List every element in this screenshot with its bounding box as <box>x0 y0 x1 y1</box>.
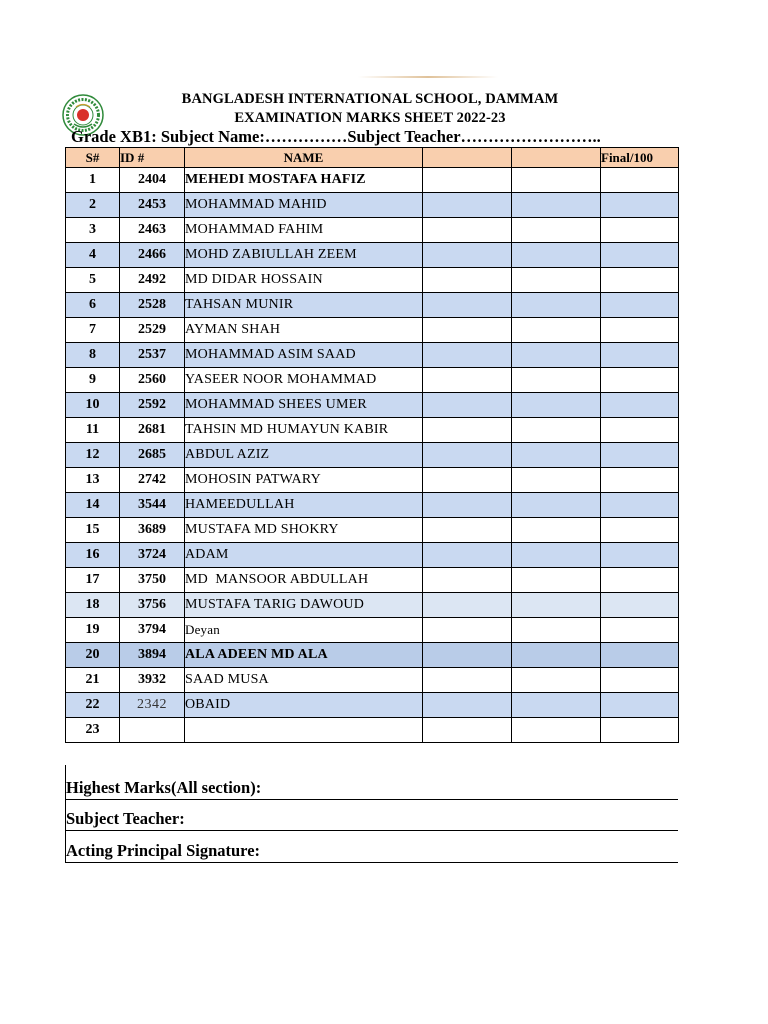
row-id: 2537 <box>120 343 185 368</box>
row-sn: 8 <box>66 343 120 368</box>
table-row <box>66 493 679 518</box>
row-sn: 23 <box>66 718 120 743</box>
row-sn: 18 <box>66 593 120 618</box>
sheet-title: EXAMINATION MARKS SHEET 2022-23 <box>234 110 506 126</box>
row-name: MUSTAFA TARIG DAWOUD <box>185 593 423 618</box>
row-final-cell[interactable] <box>601 568 679 593</box>
row-id: 3724 <box>120 543 185 568</box>
row-sn: 3 <box>66 218 120 243</box>
table-row <box>66 618 679 643</box>
table-row <box>66 643 679 668</box>
row-marks-cell[interactable] <box>423 518 512 543</box>
row-marks-cell[interactable] <box>423 618 512 643</box>
row-id: 2681 <box>120 418 185 443</box>
table-row <box>66 668 679 693</box>
table-row <box>66 568 679 593</box>
row-marks-cell[interactable] <box>423 343 512 368</box>
row-name: Deyan <box>185 618 423 643</box>
row-id: 2466 <box>120 243 185 268</box>
row-marks-cell[interactable] <box>423 293 512 318</box>
row-id: 3894 <box>120 643 185 668</box>
row-final-cell[interactable] <box>601 293 679 318</box>
row-id: 3932 <box>120 668 185 693</box>
row-id: 3689 <box>120 518 185 543</box>
row-marks-cell[interactable] <box>512 443 601 468</box>
row-marks-cell[interactable] <box>512 368 601 393</box>
row-marks-cell[interactable] <box>512 268 601 293</box>
row-id: 2528 <box>120 293 185 318</box>
row-marks-cell[interactable] <box>512 318 601 343</box>
row-name: MOHAMMAD ASIM SAAD <box>185 343 423 368</box>
row-name: ALA ADEEN MD ALA <box>185 643 423 668</box>
column-header-id: ID # <box>120 148 185 168</box>
row-id: 2342 <box>120 693 185 718</box>
row-final-cell[interactable] <box>601 668 679 693</box>
table-row <box>66 393 679 418</box>
row-name: MOHAMMAD FAHIM <box>185 218 423 243</box>
row-sn: 15 <box>66 518 120 543</box>
row-marks-cell[interactable] <box>512 293 601 318</box>
table-row <box>66 418 679 443</box>
row-final-cell[interactable] <box>601 393 679 418</box>
row-final-cell[interactable] <box>601 518 679 543</box>
row-name: MD DIDAR HOSSAIN <box>185 268 423 293</box>
row-final-cell[interactable] <box>601 268 679 293</box>
row-final-cell[interactable] <box>601 643 679 668</box>
row-id: 2529 <box>120 318 185 343</box>
row-name: HAMEEDULLAH <box>185 493 423 518</box>
column-header-sn: S# <box>66 148 120 168</box>
row-name: ABDUL AZIZ <box>185 443 423 468</box>
row-marks-cell[interactable] <box>512 518 601 543</box>
row-id: 2742 <box>120 468 185 493</box>
row-sn: 19 <box>66 618 120 643</box>
table-row <box>66 293 679 318</box>
row-final-cell[interactable] <box>601 243 679 268</box>
row-marks-cell[interactable] <box>423 443 512 468</box>
row-name: MOHAMMAD MAHID <box>185 193 423 218</box>
row-marks-cell[interactable] <box>512 393 601 418</box>
row-sn: 10 <box>66 393 120 418</box>
row-name: MOHOSIN PATWARY <box>185 468 423 493</box>
row-final-cell[interactable] <box>601 718 679 743</box>
row-marks-cell[interactable] <box>423 243 512 268</box>
row-marks-cell[interactable] <box>423 418 512 443</box>
row-marks-cell[interactable] <box>512 243 601 268</box>
row-marks-cell[interactable] <box>512 668 601 693</box>
table-row <box>66 318 679 343</box>
row-name: TAHSIN MD HUMAYUN KABIR <box>185 418 423 443</box>
row-marks-cell[interactable] <box>423 643 512 668</box>
table-row <box>66 218 679 243</box>
row-marks-cell[interactable] <box>512 418 601 443</box>
school-name: BANGLADESH INTERNATIONAL SCHOOL, DAMMAM <box>181 91 559 107</box>
row-id: 2492 <box>120 268 185 293</box>
row-sn: 20 <box>66 643 120 668</box>
row-marks-cell[interactable] <box>423 268 512 293</box>
row-name: AYMAN SHAH <box>185 318 423 343</box>
row-name: YASEER NOOR MOHAMMAD <box>185 368 423 393</box>
row-id <box>120 718 185 743</box>
row-sn: 7 <box>66 318 120 343</box>
row-name: OBAID <box>185 693 423 718</box>
row-marks-cell[interactable] <box>423 568 512 593</box>
table-row <box>66 343 679 368</box>
row-sn: 2 <box>66 193 120 218</box>
row-sn: 11 <box>66 418 120 443</box>
row-sn: 1 <box>66 168 120 193</box>
row-final-cell[interactable] <box>601 693 679 718</box>
row-name: MUSTAFA MD SHOKRY <box>185 518 423 543</box>
row-marks-cell[interactable] <box>423 668 512 693</box>
row-final-cell[interactable] <box>601 443 679 468</box>
row-name: ADAM <box>185 543 423 568</box>
row-name: MEHEDI MOSTAFA HAFIZ <box>185 168 423 193</box>
row-marks-cell[interactable] <box>512 168 601 193</box>
row-marks-cell[interactable] <box>512 593 601 618</box>
row-final-cell[interactable] <box>601 368 679 393</box>
highest-marks-label: Highest Marks(All section): <box>66 770 678 800</box>
row-name: TAHSAN MUNIR <box>185 293 423 318</box>
table-row <box>66 368 679 393</box>
row-marks-cell[interactable] <box>423 218 512 243</box>
row-sn: 6 <box>66 293 120 318</box>
row-final-cell[interactable] <box>601 343 679 368</box>
row-marks-cell[interactable] <box>512 543 601 568</box>
column-header-name: NAME <box>185 148 423 168</box>
row-marks-cell[interactable] <box>512 693 601 718</box>
row-marks-cell[interactable] <box>512 343 601 368</box>
column-header-4 <box>423 148 512 168</box>
row-final-cell[interactable] <box>601 218 679 243</box>
row-marks-cell[interactable] <box>512 218 601 243</box>
row-sn: 12 <box>66 443 120 468</box>
row-id: 2453 <box>120 193 185 218</box>
table-row <box>66 268 679 293</box>
row-id: 2404 <box>120 168 185 193</box>
row-marks-cell[interactable] <box>423 493 512 518</box>
table-row <box>66 468 679 493</box>
row-id: 2560 <box>120 368 185 393</box>
row-sn: 21 <box>66 668 120 693</box>
table-header-row <box>66 148 679 168</box>
column-header-5 <box>512 148 601 168</box>
table-row <box>66 518 679 543</box>
principal-signature-label: Acting Principal Signature: <box>66 833 678 863</box>
column-header-final: Final/100 <box>601 148 679 168</box>
row-marks-cell[interactable] <box>512 718 601 743</box>
row-final-cell[interactable] <box>601 168 679 193</box>
row-marks-cell[interactable] <box>423 718 512 743</box>
table-row <box>66 443 679 468</box>
table-row <box>66 168 679 193</box>
row-marks-cell[interactable] <box>512 468 601 493</box>
row-name: MOHAMMAD SHEES UMER <box>185 393 423 418</box>
row-id: 2592 <box>120 393 185 418</box>
row-sn: 13 <box>66 468 120 493</box>
row-sn: 4 <box>66 243 120 268</box>
row-marks-cell[interactable] <box>512 493 601 518</box>
row-sn: 17 <box>66 568 120 593</box>
row-final-cell[interactable] <box>601 493 679 518</box>
row-sn: 22 <box>66 693 120 718</box>
row-id: 3750 <box>120 568 185 593</box>
table-row <box>66 718 679 743</box>
row-marks-cell[interactable] <box>423 468 512 493</box>
table-row <box>66 193 679 218</box>
row-marks-cell[interactable] <box>423 168 512 193</box>
row-marks-cell[interactable] <box>512 618 601 643</box>
table-row <box>66 543 679 568</box>
row-name: MOHD ZABIULLAH ZEEM <box>185 243 423 268</box>
row-name: SAAD MUSA <box>185 668 423 693</box>
subject-teacher-label: Subject Teacher: <box>66 801 678 831</box>
row-id: 3544 <box>120 493 185 518</box>
row-id: 3756 <box>120 593 185 618</box>
row-marks-cell[interactable] <box>423 193 512 218</box>
row-id: 2685 <box>120 443 185 468</box>
row-sn: 16 <box>66 543 120 568</box>
row-marks-cell[interactable] <box>512 193 601 218</box>
row-final-cell[interactable] <box>601 593 679 618</box>
row-final-cell[interactable] <box>601 468 679 493</box>
row-sn: 9 <box>66 368 120 393</box>
row-name: MD MANSOOR ABDULLAH <box>185 568 423 593</box>
row-marks-cell[interactable] <box>423 318 512 343</box>
marks-table <box>65 147 679 743</box>
row-id: 2463 <box>120 218 185 243</box>
row-marks-cell[interactable] <box>423 393 512 418</box>
row-marks-cell[interactable] <box>423 693 512 718</box>
row-sn: 14 <box>66 493 120 518</box>
row-final-cell[interactable] <box>601 318 679 343</box>
row-marks-cell[interactable] <box>423 368 512 393</box>
row-final-cell[interactable] <box>601 418 679 443</box>
row-marks-cell[interactable] <box>423 593 512 618</box>
row-id: 3794 <box>120 618 185 643</box>
row-marks-cell[interactable] <box>512 568 601 593</box>
grade-subject-line: Grade XB1: Subject Name:……………Subject Teacher…………………….. <box>71 127 601 146</box>
table-row <box>66 593 679 618</box>
row-final-cell[interactable] <box>601 618 679 643</box>
decorative-top-line <box>358 76 498 78</box>
row-marks-cell[interactable] <box>512 643 601 668</box>
row-sn: 5 <box>66 268 120 293</box>
row-final-cell[interactable] <box>601 193 679 218</box>
row-name <box>185 718 423 743</box>
row-marks-cell[interactable] <box>423 543 512 568</box>
table-row <box>66 693 679 718</box>
row-final-cell[interactable] <box>601 543 679 568</box>
table-row <box>66 243 679 268</box>
